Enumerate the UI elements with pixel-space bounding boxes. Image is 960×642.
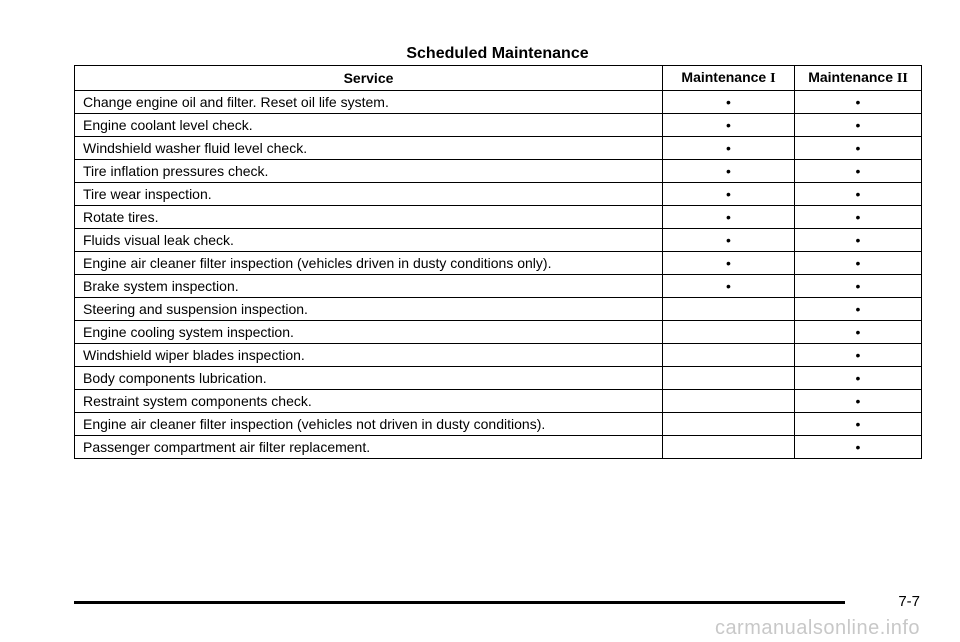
bullet-mark: • [855, 393, 861, 409]
table-row [75, 206, 922, 229]
table-row [75, 252, 922, 275]
maintenance-1-cell [663, 206, 795, 229]
maintenance-2-cell [795, 91, 922, 114]
maintenance-2-cell [795, 344, 922, 367]
service-cell: Engine air cleaner filter inspection (vehicles driven in dusty conditions only). [75, 252, 663, 275]
bullet-mark: • [855, 140, 861, 156]
table-row [75, 436, 922, 459]
service-cell: Restraint system components check. [75, 390, 663, 413]
maintenance-2-cell [795, 413, 922, 436]
bullet-mark: • [855, 186, 861, 202]
maintenance-1-cell [663, 114, 795, 137]
bullet-mark: • [855, 209, 861, 225]
maintenance-1-cell [663, 137, 795, 160]
bullet-mark: • [726, 232, 731, 248]
bullet-mark: • [726, 186, 731, 202]
bullet-mark: • [855, 232, 861, 248]
table-row [75, 229, 922, 252]
service-cell: Tire wear inspection. [75, 183, 663, 206]
service-cell: Engine cooling system inspection. [75, 321, 663, 344]
table-row [75, 321, 922, 344]
bullet-mark: • [726, 209, 731, 225]
header-maintenance-1 [663, 66, 795, 91]
bullet-mark: • [855, 301, 861, 317]
maintenance-2-cell [795, 137, 922, 160]
maintenance-2-cell [795, 183, 922, 206]
maintenance-2-cell [795, 367, 922, 390]
maintenance-1-cell [663, 183, 795, 206]
table-row [75, 137, 922, 160]
bullet-mark: • [726, 278, 731, 294]
maintenance-1-cell [663, 367, 795, 390]
header-maintenance-1-label: Maintenance [681, 69, 767, 85]
bullet-mark: • [726, 255, 731, 271]
bullet-mark: • [726, 163, 731, 179]
table-row [75, 91, 922, 114]
bullet-mark: • [855, 278, 861, 294]
maintenance-2-cell [795, 252, 922, 275]
service-cell: Engine air cleaner filter inspection (vehicles not driven in dusty conditions). [75, 413, 663, 436]
service-cell: Change engine oil and filter. Reset oil life system. [75, 91, 663, 114]
table-row [75, 275, 922, 298]
service-cell: Windshield washer fluid level check. [75, 137, 663, 160]
bullet-mark: • [855, 416, 861, 432]
table-body [75, 91, 922, 459]
header-maintenance-2-label: Maintenance [808, 69, 893, 85]
bullet-mark: • [855, 163, 861, 179]
maintenance-1-cell [663, 229, 795, 252]
maintenance-1-cell [663, 344, 795, 367]
maintenance-2-cell [795, 298, 922, 321]
service-cell: Brake system inspection. [75, 275, 663, 298]
bullet-mark: • [855, 370, 861, 386]
maintenance-table [74, 65, 922, 459]
maintenance-2-cell [795, 275, 922, 298]
header-maintenance-1-numeral: I [770, 71, 776, 86]
maintenance-1-cell [663, 91, 795, 114]
maintenance-2-cell [795, 229, 922, 252]
bullet-mark: • [855, 255, 861, 271]
maintenance-1-cell [663, 298, 795, 321]
maintenance-1-cell [663, 275, 795, 298]
table-row [75, 298, 922, 321]
maintenance-1-cell [663, 436, 795, 459]
service-cell: Tire inflation pressures check. [75, 160, 663, 183]
maintenance-1-cell [663, 413, 795, 436]
header-service: Service [75, 66, 663, 91]
maintenance-1-cell [663, 252, 795, 275]
bullet-mark: • [855, 439, 861, 455]
table-row [75, 160, 922, 183]
bullet-mark: • [726, 117, 731, 133]
table-row [75, 344, 922, 367]
service-cell: Fluids visual leak check. [75, 229, 663, 252]
maintenance-2-cell [795, 160, 922, 183]
bullet-mark: • [855, 117, 861, 133]
table-row [75, 114, 922, 137]
bullet-mark: • [855, 347, 861, 363]
bullet-mark: • [726, 94, 731, 110]
service-cell: Passenger compartment air filter replacement. [75, 436, 663, 459]
bullet-mark: • [855, 324, 861, 340]
bullet-mark: • [855, 94, 861, 110]
table-header-row [75, 66, 922, 91]
service-cell: Engine coolant level check. [75, 114, 663, 137]
page-number: 7-7 [898, 593, 920, 610]
maintenance-1-cell [663, 321, 795, 344]
service-cell: Body components lubrication. [75, 367, 663, 390]
bullet-mark: • [726, 140, 731, 156]
service-cell: Rotate tires. [75, 206, 663, 229]
watermark: carmanualsonline.info [714, 617, 920, 639]
page-title: Scheduled Maintenance [406, 45, 589, 62]
maintenance-2-cell [795, 436, 922, 459]
footer-rule [74, 601, 845, 604]
table-row [75, 390, 922, 413]
maintenance-1-cell [663, 390, 795, 413]
table-row [75, 367, 922, 390]
table-row [75, 183, 922, 206]
table-row [75, 413, 922, 436]
header-maintenance-2 [795, 66, 922, 91]
maintenance-2-cell [795, 114, 922, 137]
maintenance-2-cell [795, 321, 922, 344]
header-maintenance-2-numeral: II [896, 71, 908, 86]
service-cell: Windshield wiper blades inspection. [75, 344, 663, 367]
maintenance-2-cell [795, 390, 922, 413]
service-cell: Steering and suspension inspection. [75, 298, 663, 321]
maintenance-2-cell [795, 206, 922, 229]
maintenance-1-cell [663, 160, 795, 183]
